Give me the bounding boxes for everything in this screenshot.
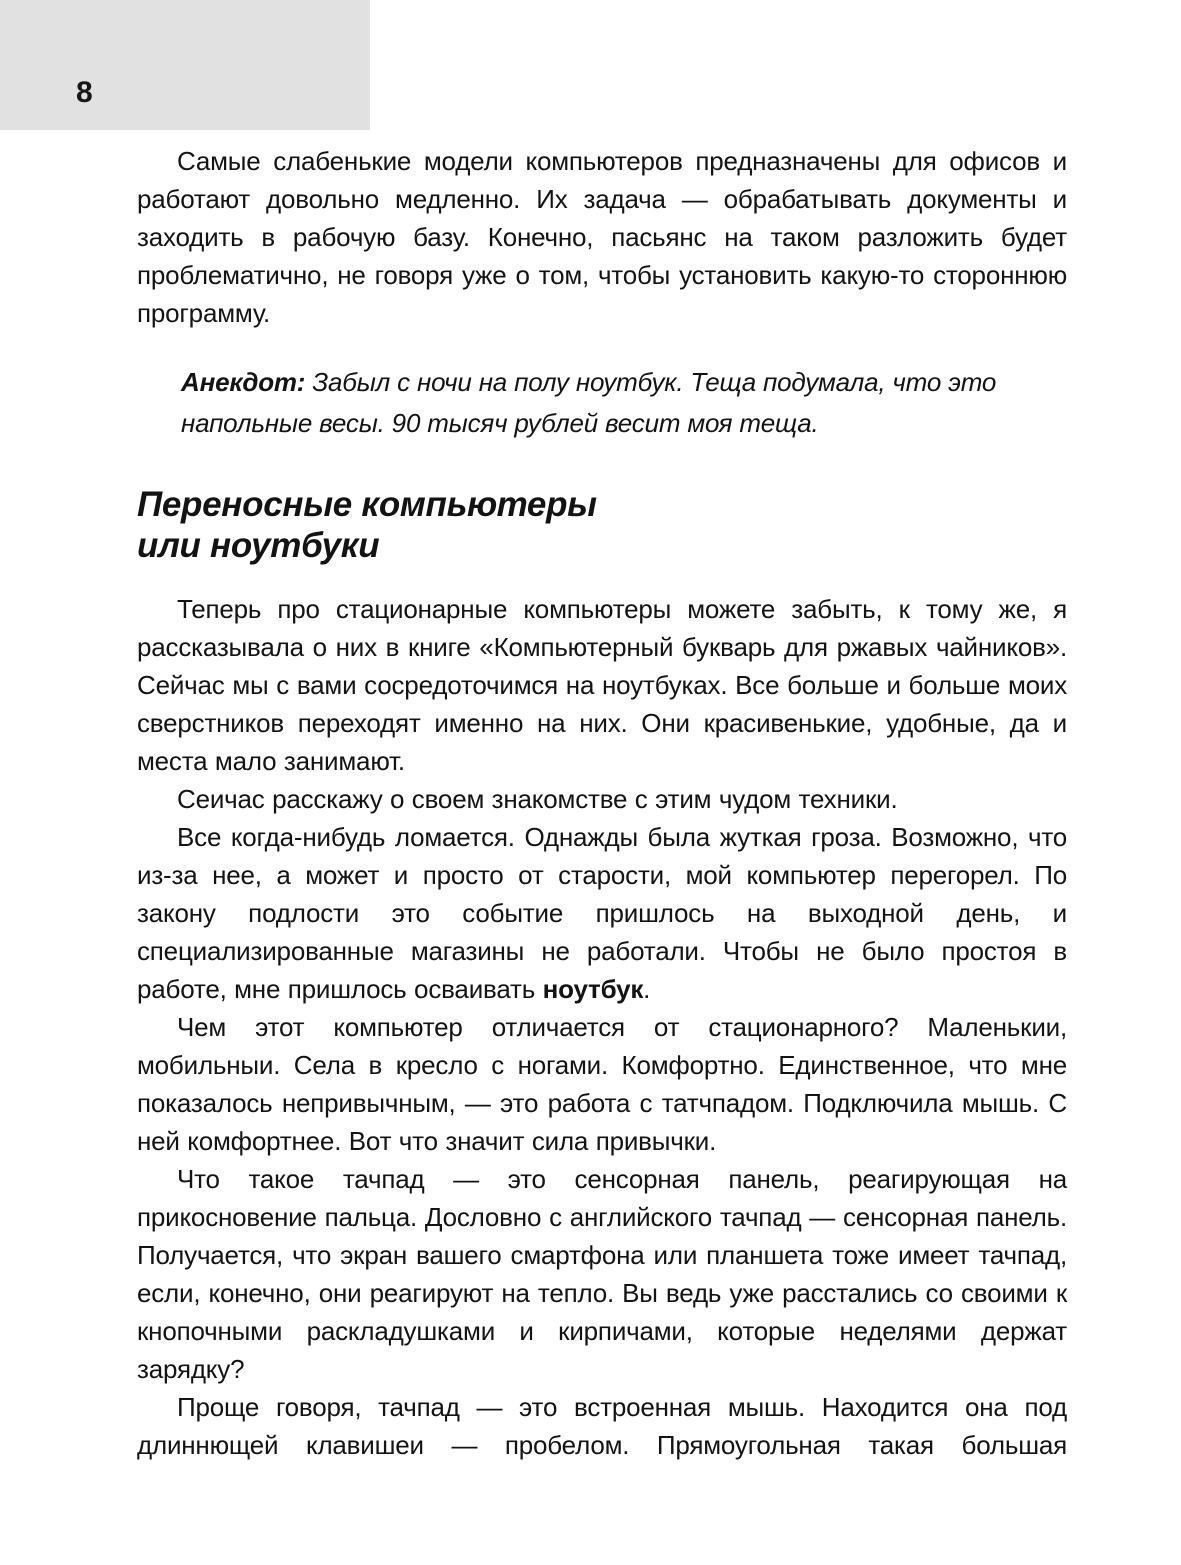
section-heading-line2: или ноутбуки <box>137 526 380 565</box>
paragraph-laptop-difference: Чем этот компьютер отличается от стационарного? Маленькии, мобильныи. Села в кресло с ногами. Комфортно. Единственное, что мне показалось непривычным, — это работа с татчпадом. Подключила мышь. С ней комфортнее. Вот что значит сила привычки. <box>137 1012 1067 1156</box>
section-heading-line1: Переносные компьютеры <box>137 485 597 524</box>
bold-term-laptop: ноутбук <box>542 974 644 1004</box>
page-header-block <box>0 0 370 130</box>
paragraph-acquaintance: Сеичас расскажу о своем знакомстве с этим чудом техники. <box>177 784 898 814</box>
anecdote-text: Забыл с ночи на полу ноутбук. Теща подумала, что это напольные весы. 90 тысяч рублей весит моя теща. <box>181 367 997 438</box>
anecdote-label: Анекдот: <box>181 367 306 397</box>
page-content <box>137 142 1067 1464</box>
paragraph-office-computers: Самые слабенькие модели компьютеров предназначены для офисов и работают довольно медленно. Их задача — обрабатывать документы и заходить в рабочую базу. Конечно, пасьянс на таком разложить будет проблематично, не говоря уже о том, чтобы установить какую-то стороннюю программу. <box>137 146 1067 328</box>
paragraph-breakdown-text-after: . <box>643 974 651 1004</box>
paragraph-laptops-intro: Теперь про стационарные компьютеры можете забыть, к тому же, я рассказывала о них в книге «Компьютерный букварь для ржавых чайников». Сейчас мы с вами сосредоточимся на ноутбуках. Все больше и больше моих сверстников переходят именно на них. Они красивенькие, удобные, да и места мало занимают. <box>137 594 1067 776</box>
paragraph-breakdown-text-before: Все когда-нибудь ломается. Однажды была жуткая гроза. Возможно, что из-за нее, а может и просто от старости, мой компьютер перегорел. По закону подлости это событие пришлось на выходной день, и специализированные магазины не работали. Чтобы не было простоя в работе, мне пришлось осваивать <box>137 822 1067 1004</box>
paragraph-touchpad-definition: Что такое тачпад — это сенсорная панель, реагирующая на прикосновение пальца. Дословно с английского тачпад — сенсорная панель. Получается, что экран вашего смартфона или планшета тоже имеет тачпад, если, конечно, они реагируют на тепло. Вы ведь уже расстались со своими к кнопочными раскладушками и кирпичами, которые неделями держат зарядку? <box>137 1164 1067 1384</box>
paragraph-touchpad-location: Проще говоря, тачпад — это встроенная мышь. Находится она под длиннющей клавишеи — пробелом. Прямоугольная такая большая <box>137 1392 1067 1460</box>
section-heading <box>137 484 1067 566</box>
page-number: 8 <box>76 76 93 109</box>
paragraph-breakdown <box>137 818 1067 1008</box>
anecdote-paragraph <box>137 362 1067 444</box>
